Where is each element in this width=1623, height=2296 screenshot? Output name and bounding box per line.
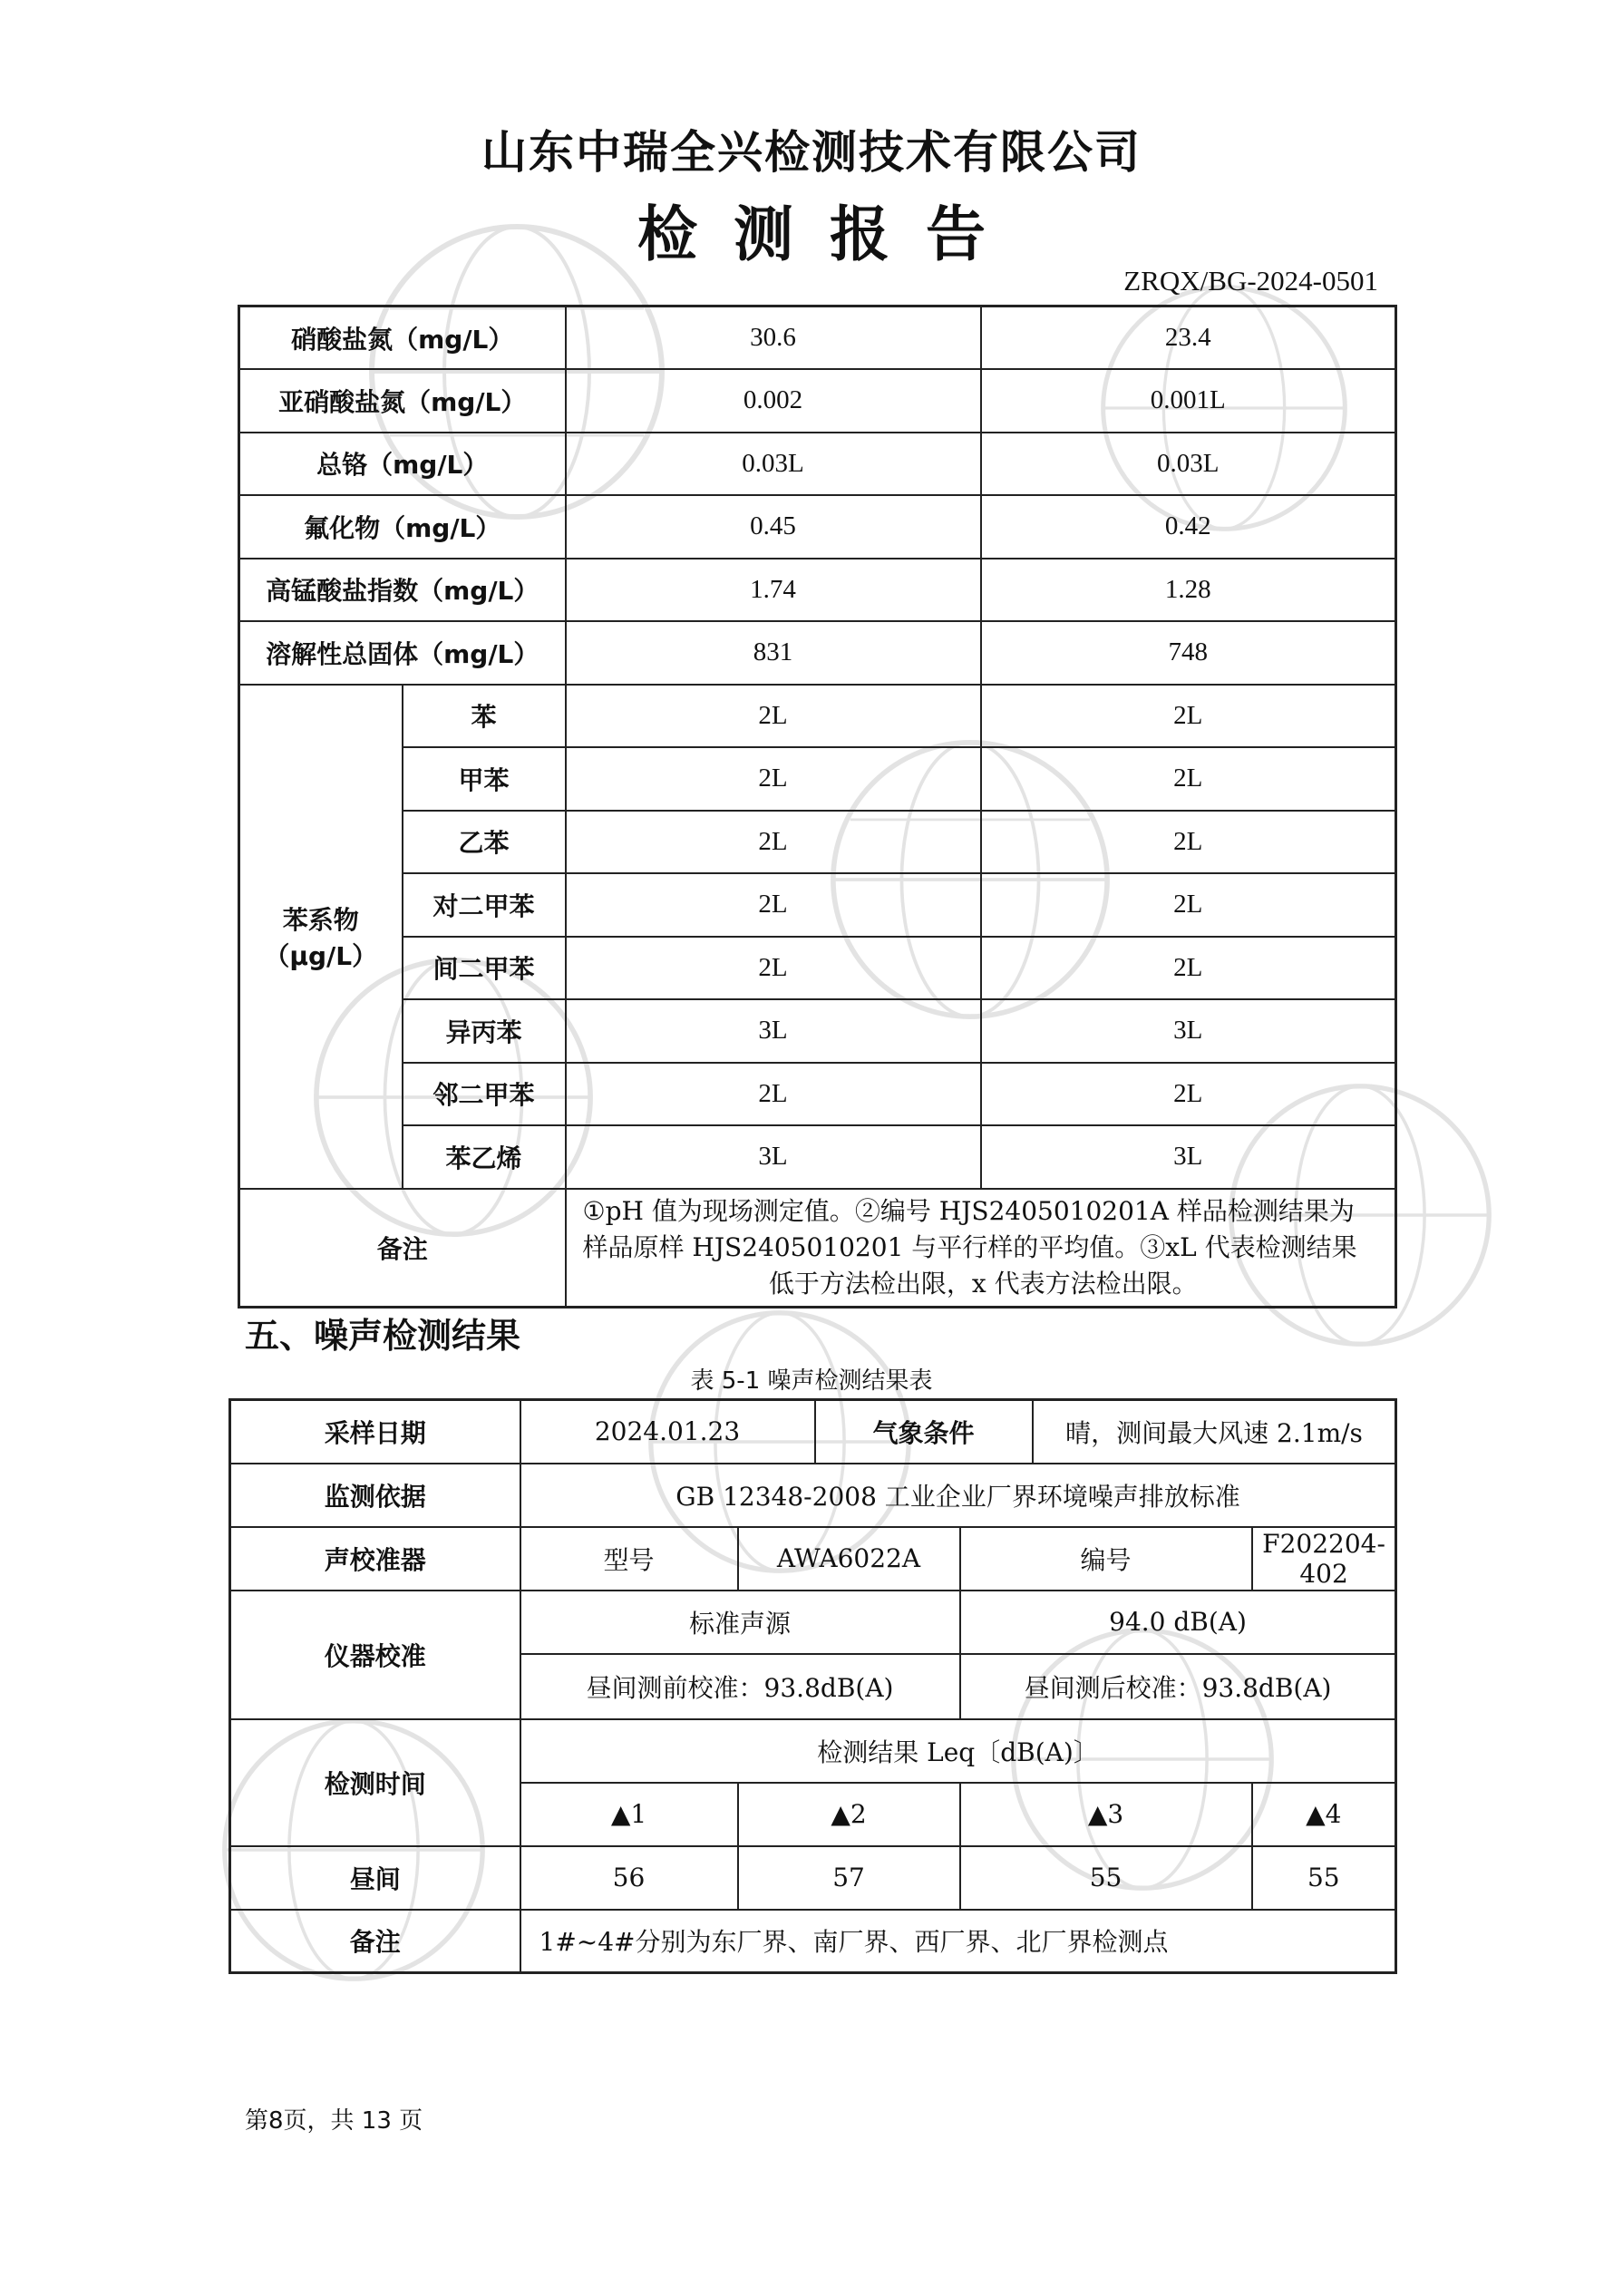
- table-row: [239, 1125, 1396, 1189]
- table-row: [239, 433, 1396, 496]
- std-source-value: 94.0 dB(A): [960, 1591, 1396, 1654]
- table-row: [230, 1846, 1396, 1910]
- row-label: 气象条件: [815, 1400, 1033, 1464]
- row-label: 甲苯: [403, 747, 566, 811]
- result-value: 0.001L: [981, 369, 1396, 433]
- row-label: 亚硝酸盐氮（mg/L）: [239, 369, 566, 433]
- row-label: 硝酸盐氮（mg/L）: [239, 306, 566, 370]
- result-value: 0.03L: [566, 433, 981, 496]
- row-label: 昼间: [230, 1846, 520, 1910]
- company-name: 山东中瑞全兴检测技术有限公司: [481, 126, 1142, 179]
- row-label: 邻二甲苯: [403, 1063, 566, 1126]
- result-value: 23.4: [981, 306, 1396, 370]
- model-label: 型号: [520, 1527, 738, 1591]
- result-value: 2L: [981, 937, 1396, 1000]
- weather-value: 晴，测间最大风速 2.1m/s: [1033, 1400, 1396, 1464]
- table-row: [239, 747, 1396, 811]
- note-label: 备注: [239, 1189, 566, 1308]
- table-row: [239, 999, 1396, 1063]
- noise-value: 56: [520, 1846, 738, 1910]
- result-value: 0.002: [566, 369, 981, 433]
- row-label: 声校准器: [230, 1527, 520, 1591]
- row-label: 异丙苯: [403, 999, 566, 1063]
- noise-value: 57: [738, 1846, 960, 1910]
- water-results-table: [238, 305, 1397, 1309]
- result-value: 30.6: [566, 306, 981, 370]
- std-source-label: 标准声源: [520, 1591, 960, 1654]
- row-label: 总铬（mg/L）: [239, 433, 566, 496]
- result-value: 3L: [566, 1125, 981, 1189]
- table-row: [239, 559, 1396, 622]
- table-row: [239, 306, 1396, 370]
- row-label: 仪器校准: [230, 1591, 520, 1719]
- result-value: 2L: [566, 1063, 981, 1126]
- row-label: 高锰酸盐指数（mg/L）: [239, 559, 566, 622]
- table-row: [230, 1910, 1396, 1973]
- serial-label: 编号: [960, 1527, 1252, 1591]
- table-caption: 表 5-1 噪声检测结果表: [690, 1367, 933, 1395]
- result-value: 831: [566, 621, 981, 685]
- result-value: 3L: [981, 1125, 1396, 1189]
- point-label: ▲2: [738, 1783, 960, 1846]
- sampling-date: 2024.01.23: [520, 1400, 815, 1464]
- report-title: 检测报告: [637, 199, 1022, 269]
- table-row: [239, 685, 1396, 748]
- model-value: AWA6022A: [738, 1527, 960, 1591]
- result-value: 2L: [981, 1063, 1396, 1126]
- row-label: 乙苯: [403, 811, 566, 874]
- table-row: [239, 621, 1396, 685]
- result-value: 2L: [981, 685, 1396, 748]
- table-row: [230, 1719, 1396, 1783]
- noise-value: 55: [1252, 1846, 1396, 1910]
- result-value: 2L: [981, 747, 1396, 811]
- point-label: ▲1: [520, 1783, 738, 1846]
- result-header: 检测结果 Leq〔dB(A)〕: [520, 1719, 1396, 1783]
- result-value: 2L: [566, 873, 981, 937]
- table-row: [230, 1400, 1396, 1464]
- row-label: 苯: [403, 685, 566, 748]
- page-number: 第8页，共 13 页: [245, 2107, 423, 2135]
- result-value: 1.74: [566, 559, 981, 622]
- section-heading: 五、噪声检测结果: [245, 1316, 521, 1356]
- table-row: [239, 1063, 1396, 1126]
- row-label: 苯乙烯: [403, 1125, 566, 1189]
- table-row: [239, 369, 1396, 433]
- result-value: 2L: [566, 937, 981, 1000]
- note-text: [566, 1189, 1396, 1308]
- post-calibration: 昼间测后校准：93.8dB(A): [960, 1654, 1396, 1719]
- noise-value: 55: [960, 1846, 1252, 1910]
- result-value: 2L: [566, 685, 981, 748]
- benzene-group-unit: （μg/L）: [264, 940, 378, 971]
- table-row: [230, 1591, 1396, 1654]
- benzene-group-name: 苯系物: [282, 904, 359, 935]
- table-row: [239, 1189, 1396, 1308]
- pre-calibration: 昼间测前校准：93.8dB(A): [520, 1654, 960, 1719]
- row-label: 氟化物（mg/L）: [239, 495, 566, 559]
- note-line: ①pH 值为现场测定值。②编号 HJS2405010201A 样品检测结果为: [582, 1195, 1355, 1226]
- note-line: 样品原样 HJS2405010201 与平行样的平均值。③xL 代表检测结果: [582, 1231, 1357, 1262]
- point-label: ▲4: [1252, 1783, 1396, 1846]
- result-value: 0.03L: [981, 433, 1396, 496]
- note-line: 低于方法检出限，x 代表方法检出限。: [768, 1268, 1198, 1299]
- table-row: [230, 1527, 1396, 1591]
- row-label: 监测依据: [230, 1464, 520, 1527]
- result-value: 2L: [566, 747, 981, 811]
- result-value: 0.42: [981, 495, 1396, 559]
- row-label: 溶解性总固体（mg/L）: [239, 621, 566, 685]
- result-value: 2L: [981, 811, 1396, 874]
- monitoring-basis: GB 12348-2008 工业企业厂界环境噪声排放标准: [520, 1464, 1396, 1527]
- row-label: 备注: [230, 1910, 520, 1973]
- row-label: 采样日期: [230, 1400, 520, 1464]
- result-value: 748: [981, 621, 1396, 685]
- table-row: [230, 1464, 1396, 1527]
- noise-results-table: [228, 1398, 1397, 1974]
- table-row: [239, 937, 1396, 1000]
- row-label: 对二甲苯: [403, 873, 566, 937]
- table-row: [239, 811, 1396, 874]
- result-value: 2L: [981, 873, 1396, 937]
- benzene-group-label: [239, 685, 403, 1189]
- table-row: [239, 495, 1396, 559]
- report-number: ZRQX/BG-2024-0501: [1123, 265, 1378, 297]
- serial-value: F202204-402: [1252, 1527, 1396, 1591]
- result-value: 0.45: [566, 495, 981, 559]
- table-row: [239, 873, 1396, 937]
- result-value: 1.28: [981, 559, 1396, 622]
- row-label: 检测时间: [230, 1719, 520, 1846]
- result-value: 3L: [981, 999, 1396, 1063]
- row-label: 间二甲苯: [403, 937, 566, 1000]
- note-text: 1#~4#分别为东厂界、南厂界、西厂界、北厂界检测点: [520, 1910, 1396, 1973]
- result-value: 2L: [566, 811, 981, 874]
- point-label: ▲3: [960, 1783, 1252, 1846]
- result-value: 3L: [566, 999, 981, 1063]
